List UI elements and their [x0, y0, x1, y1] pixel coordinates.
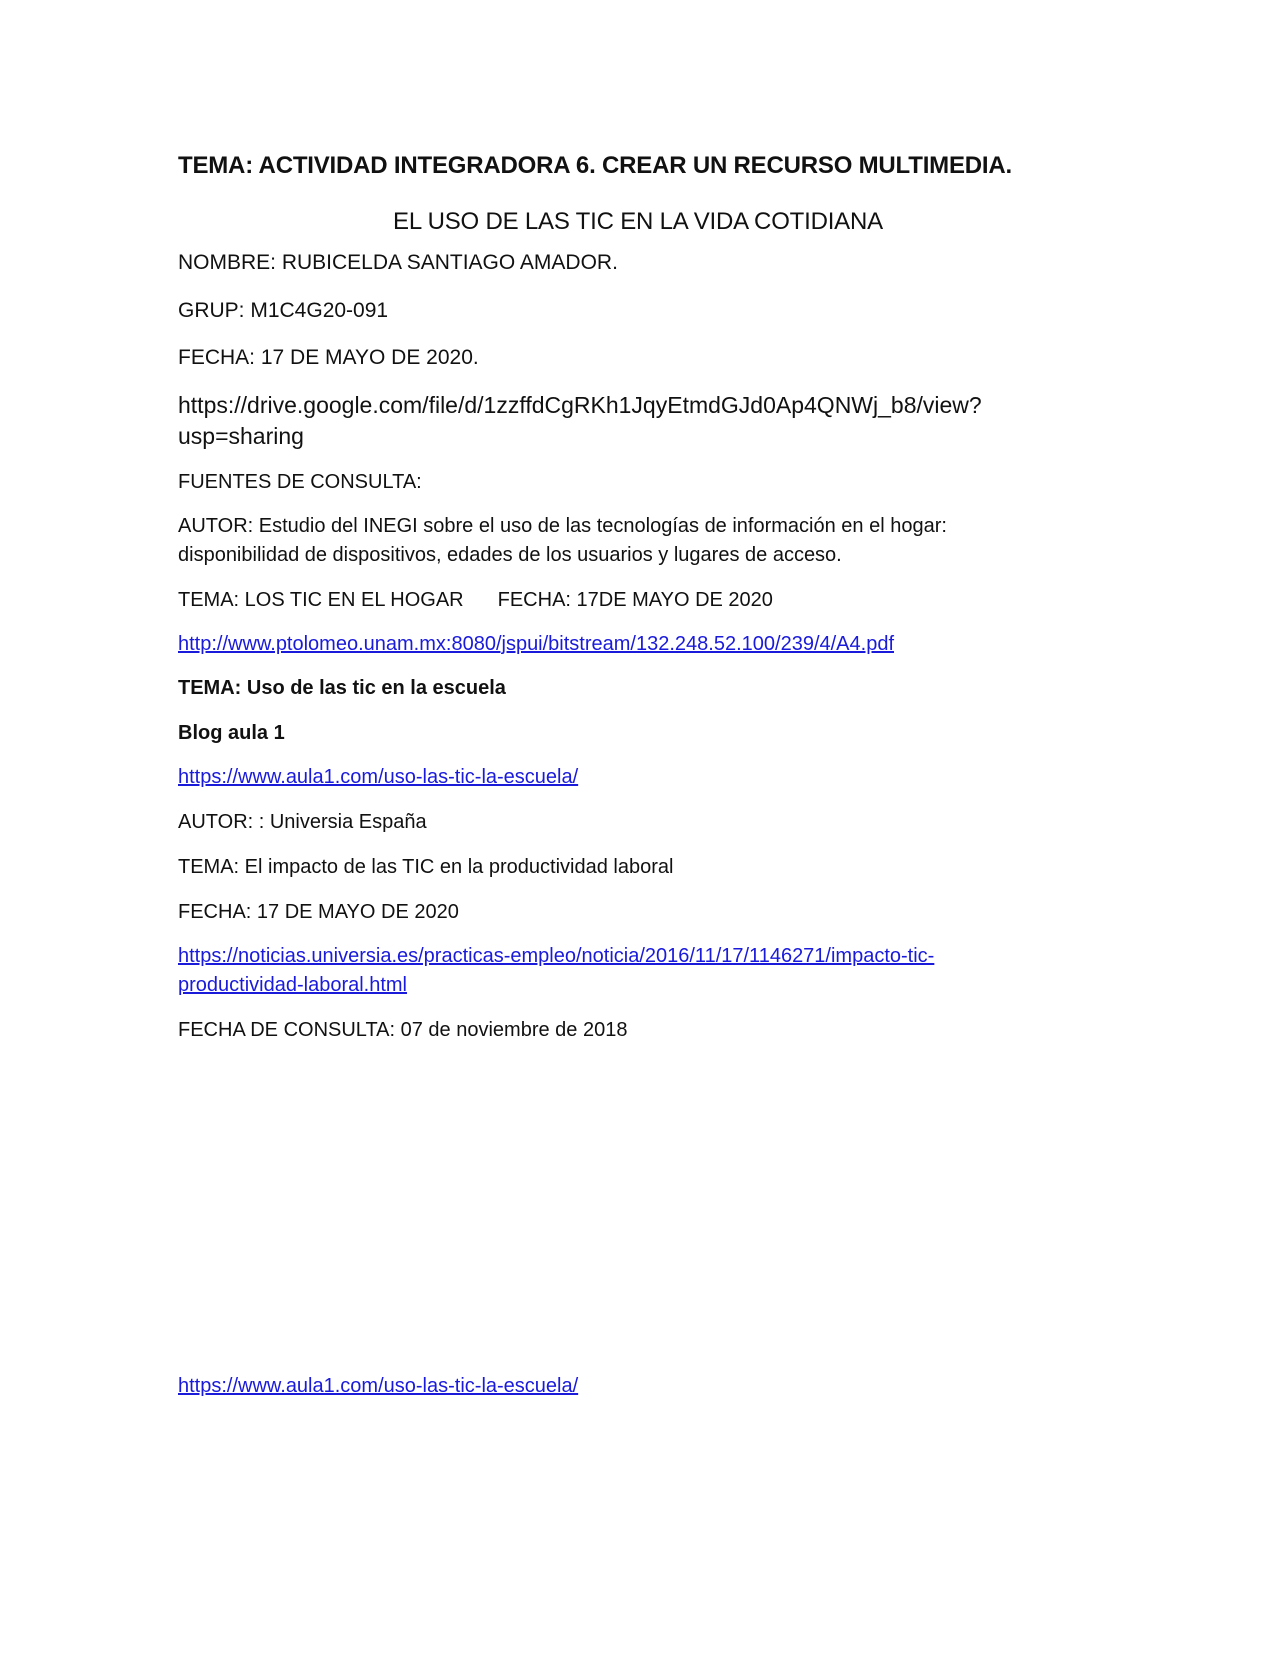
source3-link-line-1[interactable]: https://noticias.universia.es/practicas-empleo/noticia/2016/11/17/1146271/impacto-tic- [178, 945, 935, 967]
document-title: TEMA: ACTIVIDAD INTEGRADORA 6. CREAR UN RECURSO MULTIMEDIA. [178, 152, 1012, 179]
source3-topic: TEMA: El impacto de las TIC en la productividad laboral [178, 856, 674, 878]
submission-date: FECHA: 17 DE MAYO DE 2020. [178, 346, 479, 369]
source1-author-line-2: disponibilidad de dispositivos, edades de los usuarios y lugares de acceso. [178, 544, 842, 566]
sources-heading: FUENTES DE CONSULTA: [178, 471, 422, 493]
source3-date: FECHA: 17 DE MAYO DE 2020 [178, 901, 459, 923]
source3-link-line-2[interactable]: productividad-laboral.html [178, 974, 408, 996]
drive-link-line-2: usp=sharing [178, 423, 304, 449]
document-subtitle: EL USO DE LAS TIC EN LA VIDA COTIDIANA [393, 208, 883, 235]
source2-topic: TEMA: Uso de las tic en la escuela [178, 677, 506, 699]
source1-topic: TEMA: LOS TIC EN EL HOGAR [178, 589, 464, 611]
footer-link[interactable]: https://www.aula1.com/uso-las-tic-la-escuela/ [178, 1375, 579, 1397]
source1-date: FECHA: 17DE MAYO DE 2020 [497, 589, 773, 611]
group-code: GRUP: M1C4G20-091 [178, 299, 389, 322]
source3-consult-date: FECHA DE CONSULTA: 07 de noviembre de 2018 [178, 1019, 628, 1041]
drive-link-line-1: https://drive.google.com/file/d/1zzffdCgRKh1JqyEtmdGJd0Ap4QNWj_b8/view? [178, 392, 982, 418]
source2-link[interactable]: https://www.aula1.com/uso-las-tic-la-escuela/ [178, 766, 579, 788]
source2-blog: Blog aula 1 [178, 722, 285, 744]
source3-author: AUTOR: : Universia España [178, 811, 427, 833]
source1-link[interactable]: http://www.ptolomeo.unam.mx:8080/jspui/bitstream/132.248.52.100/239/4/A4.pdf [178, 633, 894, 655]
source1-topic-date [178, 590, 1058, 610]
student-name: NOMBRE: RUBICELDA SANTIAGO AMADOR. [178, 251, 618, 274]
source1-author-line-1: AUTOR: Estudio del INEGI sobre el uso de las tecnologías de información en el hogar: [178, 515, 947, 537]
